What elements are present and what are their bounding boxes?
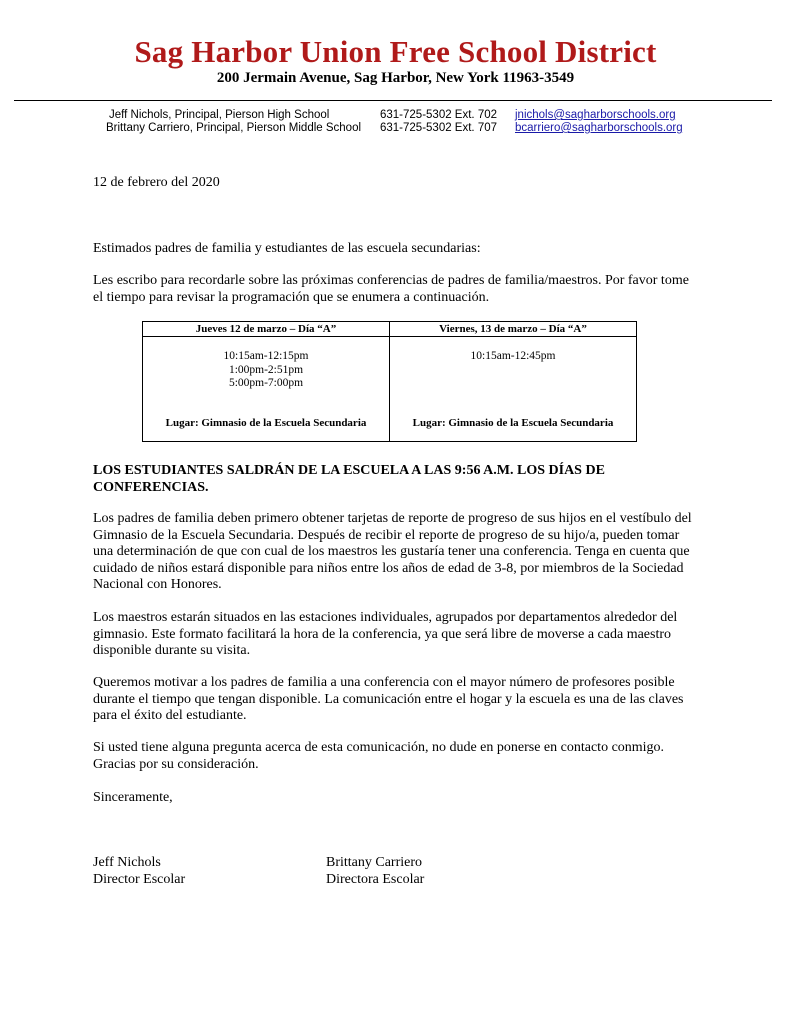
time-slot: 10:15am-12:15pm [223, 350, 309, 362]
signer-role: Directora Escolar [326, 872, 425, 887]
schedule-header-friday: Viernes, 13 de marzo – Día “A” [390, 322, 637, 337]
schedule-cell-friday [390, 337, 637, 442]
signer-name: Jeff Nichols [93, 855, 161, 870]
letter-date: 12 de febrero del 2020 [93, 175, 220, 190]
greeting: Estimados padres de familia y estudiantes de las escuela secundarias: [93, 241, 481, 256]
paragraph-1: Los padres de familia deben primero obtener tarjetas de reporte de progreso de sus hijos en el vestíbulo del Gimnasio de la Escuela Secundaria. Después de recibir el reporte de progreso de su hijo/a, pueden tomar una determinación de que con cual de los maestros les gustaría tener una conferencia. Tenga en cuenta que cuidado de niños estará disponible para niños entre los años de edad de 3-8, por miembros de la Sociedad Nacional con Honores. [93, 511, 692, 593]
schedule-cell-thursday [143, 337, 390, 442]
location-label: Lugar: Gimnasio de la Escuela Secundaria [165, 417, 367, 429]
signature-block-2 [326, 854, 424, 888]
contact-phone-2: 631-725-5302 Ext. 707 [380, 122, 498, 134]
contact-email-2[interactable] [515, 121, 683, 135]
time-slot: 10:15am-12:45pm [470, 350, 556, 362]
time-slot: 1:00pm-2:51pm [228, 363, 304, 376]
contact-email-1[interactable] [515, 108, 676, 122]
signature-block-1 [93, 854, 185, 888]
email-link-2[interactable]: bcarriero@sagharborschools.org [515, 122, 683, 134]
intro-paragraph: Les escribo para recordarle sobre las próximas conferencias de padres de familia/maestros. Por favor tome el tiempo para revisar la programación que se enumera a continuación. [93, 273, 689, 305]
dismissal-notice: LOS ESTUDIANTES SALDRÁN DE LA ESCUELA A LAS 9:56 A.M. LOS DÍAS DE CONFERENCIAS. [93, 463, 605, 495]
time-slot: 5:00pm-7:00pm [228, 377, 304, 389]
signer-role: Director Escolar [93, 872, 186, 887]
contact-name-1: Jeff Nichols, Principal, Pierson High School [109, 109, 330, 121]
schedule-header-thursday: Jueves 12 de marzo – Día “A” [143, 322, 390, 337]
header-divider [14, 100, 772, 101]
contact-phone-1: 631-725-5302 Ext. 702 [380, 109, 498, 121]
paragraph-3: Queremos motivar a los padres de familia a una conferencia con el mayor número de profesores posible durante el tiempo que tengan disponible. La comunicación entre el hogar y la escuela es una de las claves para el éxito del estudiante. [93, 675, 684, 724]
signer-name: Brittany Carriero [326, 855, 423, 870]
paragraph-4: Si usted tiene alguna pregunta acerca de esta comunicación, no dude en ponerse en contacto conmigo. Gracias por su consideración. [93, 740, 665, 772]
schedule-table [142, 321, 637, 442]
letterhead-address: 200 Jermain Avenue, Sag Harbor, New York 11963-3549 [216, 70, 575, 86]
location-label: Lugar: Gimnasio de la Escuela Secundaria [412, 417, 614, 429]
contact-name-2: Brittany Carriero, Principal, Pierson Middle School [106, 122, 362, 134]
paragraph-2: Los maestros estarán situados en las estaciones individuales, agrupados por departamentos alrededor del gimnasio. Este formato facilitará la hora de la conferencia, ya que será libre de moverse a cada maestro disponible durante su visita. [93, 610, 678, 659]
letterhead-title: Sag Harbor Union Free School District [134, 34, 657, 69]
closing: Sinceramente, [93, 790, 173, 805]
email-link-1[interactable]: jnichols@sagharborschools.org [515, 109, 676, 121]
